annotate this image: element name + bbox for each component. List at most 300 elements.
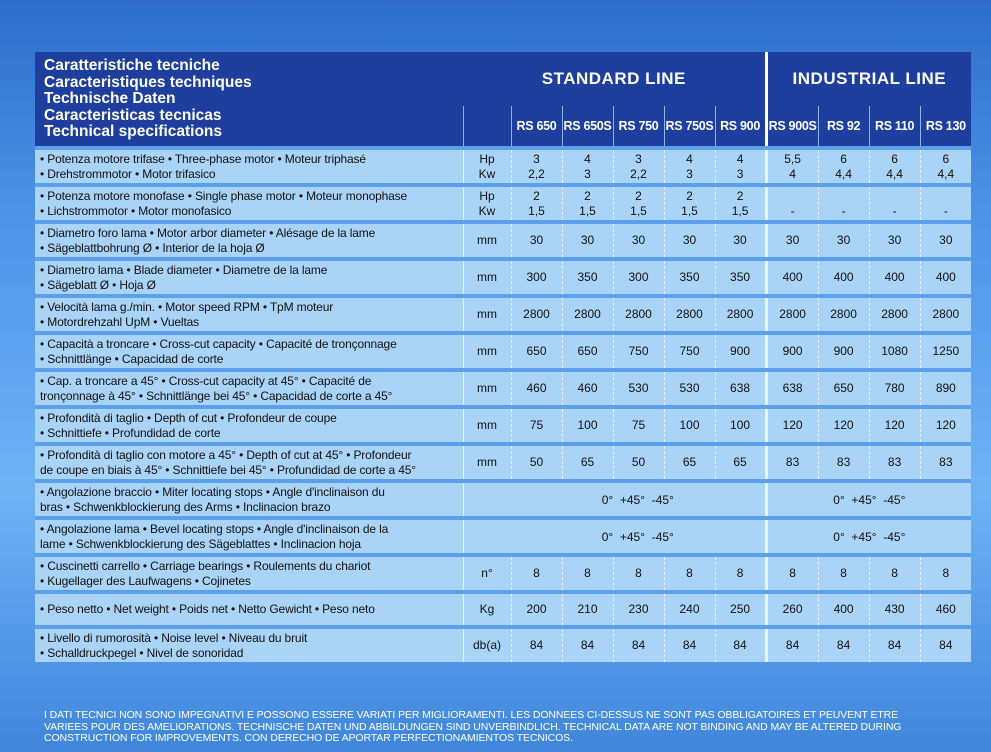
value-cell — [511, 444, 562, 481]
model-header: RS 750S — [664, 106, 715, 148]
value-line: 30 — [529, 233, 544, 248]
description-line: • Diametro foro lama • Motor arbor diameter • Alésage de la lame — [40, 226, 376, 240]
value-cell — [818, 370, 869, 407]
unit-line: mm — [477, 307, 497, 322]
value-line: 8 — [891, 566, 898, 581]
value-line: 65 — [733, 455, 747, 470]
spec-description — [35, 370, 463, 407]
spec-description — [35, 518, 463, 555]
value-cell — [613, 259, 664, 296]
value-line: 50 — [529, 455, 544, 470]
value-line: 2800 — [625, 307, 652, 322]
value-line: 120 — [884, 418, 905, 433]
value-cell — [818, 296, 869, 333]
value-line — [768, 189, 818, 204]
value-line: 30 — [887, 233, 902, 248]
value-cell — [613, 627, 664, 662]
value-line: 890 — [935, 381, 956, 396]
table-row — [35, 444, 971, 481]
value-line: 84 — [785, 638, 800, 653]
value-line: 8 — [789, 566, 796, 581]
description-line: • Angolazione lama • Bevel locating stops • Angle d'inclinaison de la — [40, 522, 389, 536]
value-line: 8 — [533, 566, 540, 581]
value-cell — [664, 627, 715, 662]
model-header: RS 92 — [818, 106, 869, 148]
value-line: 530 — [628, 381, 649, 396]
value-cell — [613, 148, 664, 185]
value-line: 75 — [631, 418, 646, 433]
value-cell — [920, 370, 971, 407]
spec-description — [35, 444, 463, 481]
value-cell — [664, 259, 715, 296]
value-cell — [664, 370, 715, 407]
value-cell — [920, 407, 971, 444]
value-line: 2800 — [830, 307, 857, 322]
value-line: 120 — [782, 418, 803, 433]
value-cell — [715, 296, 766, 333]
value-cell — [664, 555, 715, 592]
value-line: 8 — [686, 566, 693, 581]
value-line: 30 — [580, 233, 595, 248]
value-line: 5,5 — [784, 152, 801, 166]
value-cell — [818, 148, 869, 185]
value-line: 8 — [942, 566, 950, 581]
value-cell — [818, 333, 869, 370]
value-line: 400 — [782, 270, 803, 285]
table-row — [35, 148, 971, 185]
value-cell — [511, 222, 562, 259]
table-row — [35, 555, 971, 592]
value-cell — [664, 296, 715, 333]
angle-values-text: 0° +45° -45° — [833, 492, 906, 507]
value-line: 30 — [682, 233, 697, 248]
unit-line: Kw — [478, 203, 496, 218]
value-line: 50 — [631, 455, 646, 470]
unit-line: Kw — [478, 166, 496, 181]
value-cell — [613, 296, 664, 333]
value-line: 65 — [682, 455, 697, 470]
value-cell — [664, 148, 715, 185]
value-line: 650 — [833, 381, 854, 396]
value-line: 1,5 — [630, 203, 647, 218]
table-row — [35, 185, 971, 222]
value-cell — [869, 222, 920, 259]
description-line: • Potenza motore trifase • Three-phase motor • Moteur triphasé — [40, 152, 366, 166]
disclaimer-line: CONSTRUCTION FOR IMPROVEMENTS. CON DERECHO DE APORTAR PERFECTIONAMIENTOS TECNICOS. — [44, 732, 573, 744]
value-cell — [562, 296, 613, 333]
value-line: 2800 — [574, 307, 601, 322]
value-cell — [920, 333, 971, 370]
value-cell — [715, 444, 766, 481]
value-cell — [613, 333, 664, 370]
value-line: 84 — [682, 638, 697, 653]
value-line: 3 — [533, 152, 540, 166]
spec-description — [35, 481, 463, 518]
value-line: 1,5 — [528, 203, 545, 218]
description-line: • Drehstrommotor • Motor trifasico — [40, 166, 216, 181]
value-cell — [920, 185, 971, 222]
value-line: - — [892, 203, 897, 218]
value-line: 83 — [785, 455, 800, 470]
value-cell — [818, 444, 869, 481]
value-cell — [869, 407, 920, 444]
value-cell — [613, 222, 664, 259]
spec-description — [35, 555, 463, 592]
value-line: 200 — [526, 602, 547, 617]
value-line: 900 — [730, 344, 751, 359]
description-line: • Peso netto • Net weight • Poids net • Netto Gewicht • Peso neto — [40, 602, 375, 617]
value-line: 30 — [631, 233, 646, 248]
model-header: RS 110 — [869, 106, 920, 148]
unit-cell — [463, 333, 511, 370]
disclaimer-line: VARIEES POUR DES AMELIORATIONS. TECHNISCHE DATEN UND ABBILDUNGEN SIND UNVERBINDLICH. TECHNICAL DATA ARE NOT BINDING AND MAY BE ALTERED DURING — [44, 720, 902, 733]
spec-description — [35, 333, 463, 370]
spec-description — [35, 627, 463, 662]
value-line: 3 — [635, 152, 642, 166]
value-line: 84 — [939, 638, 953, 653]
description-line: tronçonnage à 45° • Schnittlänge bei 45° • Capacidad de corte a 45° — [40, 388, 393, 403]
value-cell — [664, 185, 715, 222]
value-cell — [818, 627, 869, 662]
angle-values-text: 0° +45° -45° — [601, 492, 674, 507]
description-line: • Potenza motore monofase • Single phase motor • Moteur monophase — [40, 189, 408, 203]
value-cell — [613, 185, 664, 222]
value-cell — [562, 185, 613, 222]
description-line: • Angolazione braccio • Miter locating stops • Angle d'inclinaison du — [40, 485, 385, 499]
industrial-line-heading: INDUSTRIAL LINE — [766, 52, 971, 106]
table-row — [35, 259, 971, 296]
value-line: 780 — [884, 381, 905, 396]
value-line: 4,4 — [937, 166, 955, 181]
model-header: RS 130 — [920, 106, 971, 148]
value-line: 650 — [577, 344, 598, 359]
value-cell — [869, 444, 920, 481]
description-line: • Velocità lama g./min. • Motor speed RPM • TpM moteur — [40, 300, 334, 314]
description-line: • Sägeblattbohrung Ø • Interior de la hoja Ø — [40, 240, 265, 255]
value-line: 2800 — [932, 307, 960, 322]
value-line: 1250 — [932, 344, 960, 359]
spec-description — [35, 222, 463, 259]
spec-description — [35, 296, 463, 333]
unit-line — [464, 529, 512, 544]
unit-cell — [463, 627, 511, 662]
model-header: RS 750 — [613, 106, 664, 148]
description-line: • Lichstrommotor • Motor monofasico — [40, 203, 232, 218]
value-cell — [664, 407, 715, 444]
description-line: • Schnittlänge • Capacidad de corte — [40, 351, 224, 366]
value-line: 84 — [631, 638, 646, 653]
value-line: 230 — [628, 602, 649, 617]
angle-values-text: 0° +45° -45° — [601, 529, 674, 544]
standard-angle-values — [511, 481, 766, 518]
value-cell — [664, 592, 715, 627]
value-line: 2 — [584, 189, 591, 203]
value-line: 240 — [679, 602, 700, 617]
industrial-angle-values — [766, 481, 971, 518]
value-line: 2,2 — [630, 166, 647, 181]
value-line: 4 — [789, 166, 796, 181]
value-cell — [920, 222, 971, 259]
description-line: • Motordrehzahl UpM • Vueltas — [40, 314, 200, 329]
value-line: 2800 — [779, 307, 806, 322]
value-line: 400 — [935, 270, 956, 285]
value-line: 1,5 — [731, 203, 749, 218]
value-cell — [715, 370, 766, 407]
description-line: • Schalldruckpegel • Nivel de sonoridad — [40, 645, 244, 660]
value-cell — [766, 555, 818, 592]
value-line: 1,5 — [579, 203, 596, 218]
value-line: 84 — [580, 638, 595, 653]
value-cell — [920, 555, 971, 592]
value-cell — [562, 555, 613, 592]
value-line — [870, 189, 920, 204]
value-cell — [920, 148, 971, 185]
value-line: 3 — [584, 166, 591, 181]
standard-angle-values — [511, 518, 766, 555]
value-line: 4,4 — [835, 166, 852, 181]
value-cell — [613, 407, 664, 444]
value-line: 300 — [526, 270, 547, 285]
value-cell — [766, 259, 818, 296]
title-line-fr: Caracteristiques techniques — [44, 73, 252, 91]
value-line: 460 — [577, 381, 598, 396]
description-line: • Profondità di taglio con motore a 45° • Depth of cut at 45° • Profondeur — [40, 448, 412, 462]
value-line: 750 — [679, 344, 700, 359]
value-cell — [511, 370, 562, 407]
value-line: 350 — [577, 270, 598, 285]
disclaimer-line: I DATI TECNICI NON SONO IMPEGNATIVI E POSSONO ESSERE VARIATI PER MIGLIORAMENTI. LES DONNEES CI-DESSUS NE SONT PAS OBBLIGATOIRES ET PEUVENT ETRE — [44, 709, 899, 721]
value-line: 8 — [736, 566, 744, 581]
value-cell — [715, 222, 766, 259]
description-line: • Cuscinetti carrello • Carriage bearings • Roulements du chariot — [40, 559, 371, 573]
value-line: - — [790, 203, 795, 218]
description-line: lame • Schwenkblockierung des Sägeblattes • Inclinacion hoja — [40, 536, 361, 551]
value-line: 400 — [884, 270, 905, 285]
model-header: RS 900 — [715, 106, 766, 148]
unit-column-header — [463, 106, 511, 148]
value-cell — [664, 333, 715, 370]
value-line: 100 — [730, 418, 751, 433]
table-row — [35, 370, 971, 407]
value-line: 1080 — [881, 344, 908, 359]
value-cell — [766, 370, 818, 407]
value-cell — [818, 222, 869, 259]
spec-description — [35, 259, 463, 296]
unit-cell — [463, 148, 511, 185]
value-line: 30 — [836, 233, 851, 248]
technical-specifications-table — [35, 52, 971, 662]
value-cell — [562, 333, 613, 370]
value-cell — [562, 407, 613, 444]
industrial-angle-values — [766, 518, 971, 555]
unit-cell — [463, 222, 511, 259]
table-title — [35, 52, 463, 148]
value-cell — [613, 370, 664, 407]
description-line: • Sägeblatt Ø • Hoja Ø — [40, 277, 156, 292]
value-line: 250 — [730, 602, 751, 617]
unit-line: mm — [477, 270, 497, 285]
disclaimer-note — [44, 710, 974, 745]
standard-line-heading: STANDARD LINE — [463, 52, 766, 106]
value-cell — [715, 407, 766, 444]
table-row — [35, 222, 971, 259]
value-cell — [562, 444, 613, 481]
value-cell — [818, 592, 869, 627]
value-cell — [511, 296, 562, 333]
table-row — [35, 296, 971, 333]
value-cell — [511, 407, 562, 444]
table-row — [35, 518, 971, 555]
unit-line: mm — [477, 233, 497, 248]
value-line: 83 — [939, 455, 953, 470]
value-line: 460 — [526, 381, 547, 396]
unit-line: Hp — [479, 189, 495, 203]
description-line: • Profondità di taglio • Depth of cut • Profondeur de coupe — [40, 411, 337, 425]
value-cell — [562, 148, 613, 185]
value-line: 2 — [686, 189, 693, 203]
spec-description — [35, 407, 463, 444]
table-row — [35, 481, 971, 518]
value-cell — [511, 592, 562, 627]
value-cell — [869, 370, 920, 407]
unit-line: db(a) — [472, 638, 501, 653]
value-cell — [766, 444, 818, 481]
value-cell — [562, 370, 613, 407]
value-line: 30 — [785, 233, 800, 248]
value-line: 750 — [628, 344, 649, 359]
value-line: 30 — [939, 233, 953, 248]
value-line: 6 — [942, 152, 950, 166]
value-line: 460 — [935, 602, 956, 617]
description-line: • Cap. a troncare a 45° • Cross-cut capacity at 45° • Capacité de — [40, 374, 372, 388]
unit-cell — [463, 259, 511, 296]
value-cell — [562, 627, 613, 662]
value-line: - — [943, 203, 948, 218]
unit-cell — [463, 518, 511, 555]
value-line: 120 — [935, 418, 956, 433]
value-line: 210 — [577, 602, 598, 617]
unit-cell — [463, 444, 511, 481]
value-line: 2800 — [523, 307, 550, 322]
value-cell — [869, 296, 920, 333]
value-line: 84 — [836, 638, 851, 653]
value-line: 83 — [836, 455, 851, 470]
description-line: de coupe en biais à 45° • Schnittiefe bei 45° • Profundidad de corte a 45° — [40, 462, 416, 477]
unit-line — [464, 492, 512, 507]
spec-description — [35, 185, 463, 222]
table-row — [35, 627, 971, 662]
value-line — [819, 189, 869, 204]
value-line: 6 — [840, 152, 847, 166]
value-line: 8 — [584, 566, 591, 581]
value-cell — [920, 296, 971, 333]
value-cell — [613, 444, 664, 481]
table-row — [35, 407, 971, 444]
value-cell — [664, 222, 715, 259]
value-cell — [766, 333, 818, 370]
value-cell — [869, 333, 920, 370]
unit-cell — [463, 185, 511, 222]
value-line: 350 — [679, 270, 700, 285]
unit-line: Hp — [479, 152, 495, 166]
value-line: 650 — [526, 344, 547, 359]
value-cell — [869, 148, 920, 185]
spec-description — [35, 148, 463, 185]
value-line: 900 — [782, 344, 803, 359]
value-cell — [920, 592, 971, 627]
value-line: 6 — [891, 152, 898, 166]
value-line: 2,2 — [528, 166, 545, 181]
value-cell — [869, 259, 920, 296]
unit-line: mm — [477, 381, 497, 396]
value-cell — [562, 259, 613, 296]
unit-cell — [463, 592, 511, 627]
title-line-en: Technical specifications — [44, 123, 223, 140]
unit-cell — [463, 555, 511, 592]
value-line: 3 — [736, 166, 744, 181]
value-cell — [511, 627, 562, 662]
unit-line: mm — [477, 418, 497, 433]
description-line: bras • Schwenkblockierung des Arms • Inclinacion brazo — [40, 499, 331, 514]
value-cell — [715, 148, 766, 185]
value-cell — [613, 555, 664, 592]
value-line: 4 — [686, 152, 693, 166]
value-line: 2 — [736, 189, 744, 203]
value-cell — [818, 407, 869, 444]
unit-line: mm — [477, 344, 497, 359]
value-cell — [766, 627, 818, 662]
value-line: 84 — [529, 638, 544, 653]
value-line: 84 — [887, 638, 902, 653]
value-line: 2 — [635, 189, 642, 203]
value-line: 8 — [635, 566, 642, 581]
description-line: • Schnittiefe • Profundidad de corte — [40, 425, 221, 440]
value-cell — [715, 333, 766, 370]
description-line: • Livello di rumorosità • Noise level • Niveau du bruit — [40, 631, 308, 645]
value-cell — [818, 185, 869, 222]
value-line: 900 — [833, 344, 854, 359]
value-cell — [920, 259, 971, 296]
value-line: 530 — [679, 381, 700, 396]
unit-line: n° — [481, 566, 493, 581]
value-line: - — [841, 203, 846, 218]
value-cell — [511, 333, 562, 370]
unit-cell — [463, 296, 511, 333]
value-line: 260 — [782, 602, 803, 617]
unit-cell — [463, 407, 511, 444]
value-line: 120 — [833, 418, 854, 433]
value-cell — [766, 296, 818, 333]
value-cell — [715, 627, 766, 662]
value-line: 2 — [533, 189, 540, 203]
value-cell — [715, 555, 766, 592]
value-line: 65 — [580, 455, 595, 470]
unit-cell — [463, 481, 511, 518]
value-line: 2800 — [881, 307, 908, 322]
spec-rows — [35, 148, 971, 662]
value-cell — [818, 259, 869, 296]
value-line: 4 — [736, 152, 744, 166]
value-cell — [920, 444, 971, 481]
value-line: 4,4 — [886, 166, 903, 181]
value-line: 84 — [733, 638, 747, 653]
value-line: 75 — [529, 418, 544, 433]
value-cell — [511, 555, 562, 592]
value-line: 638 — [730, 381, 751, 396]
value-cell — [766, 592, 818, 627]
value-cell — [511, 259, 562, 296]
value-line: 2800 — [726, 307, 754, 322]
